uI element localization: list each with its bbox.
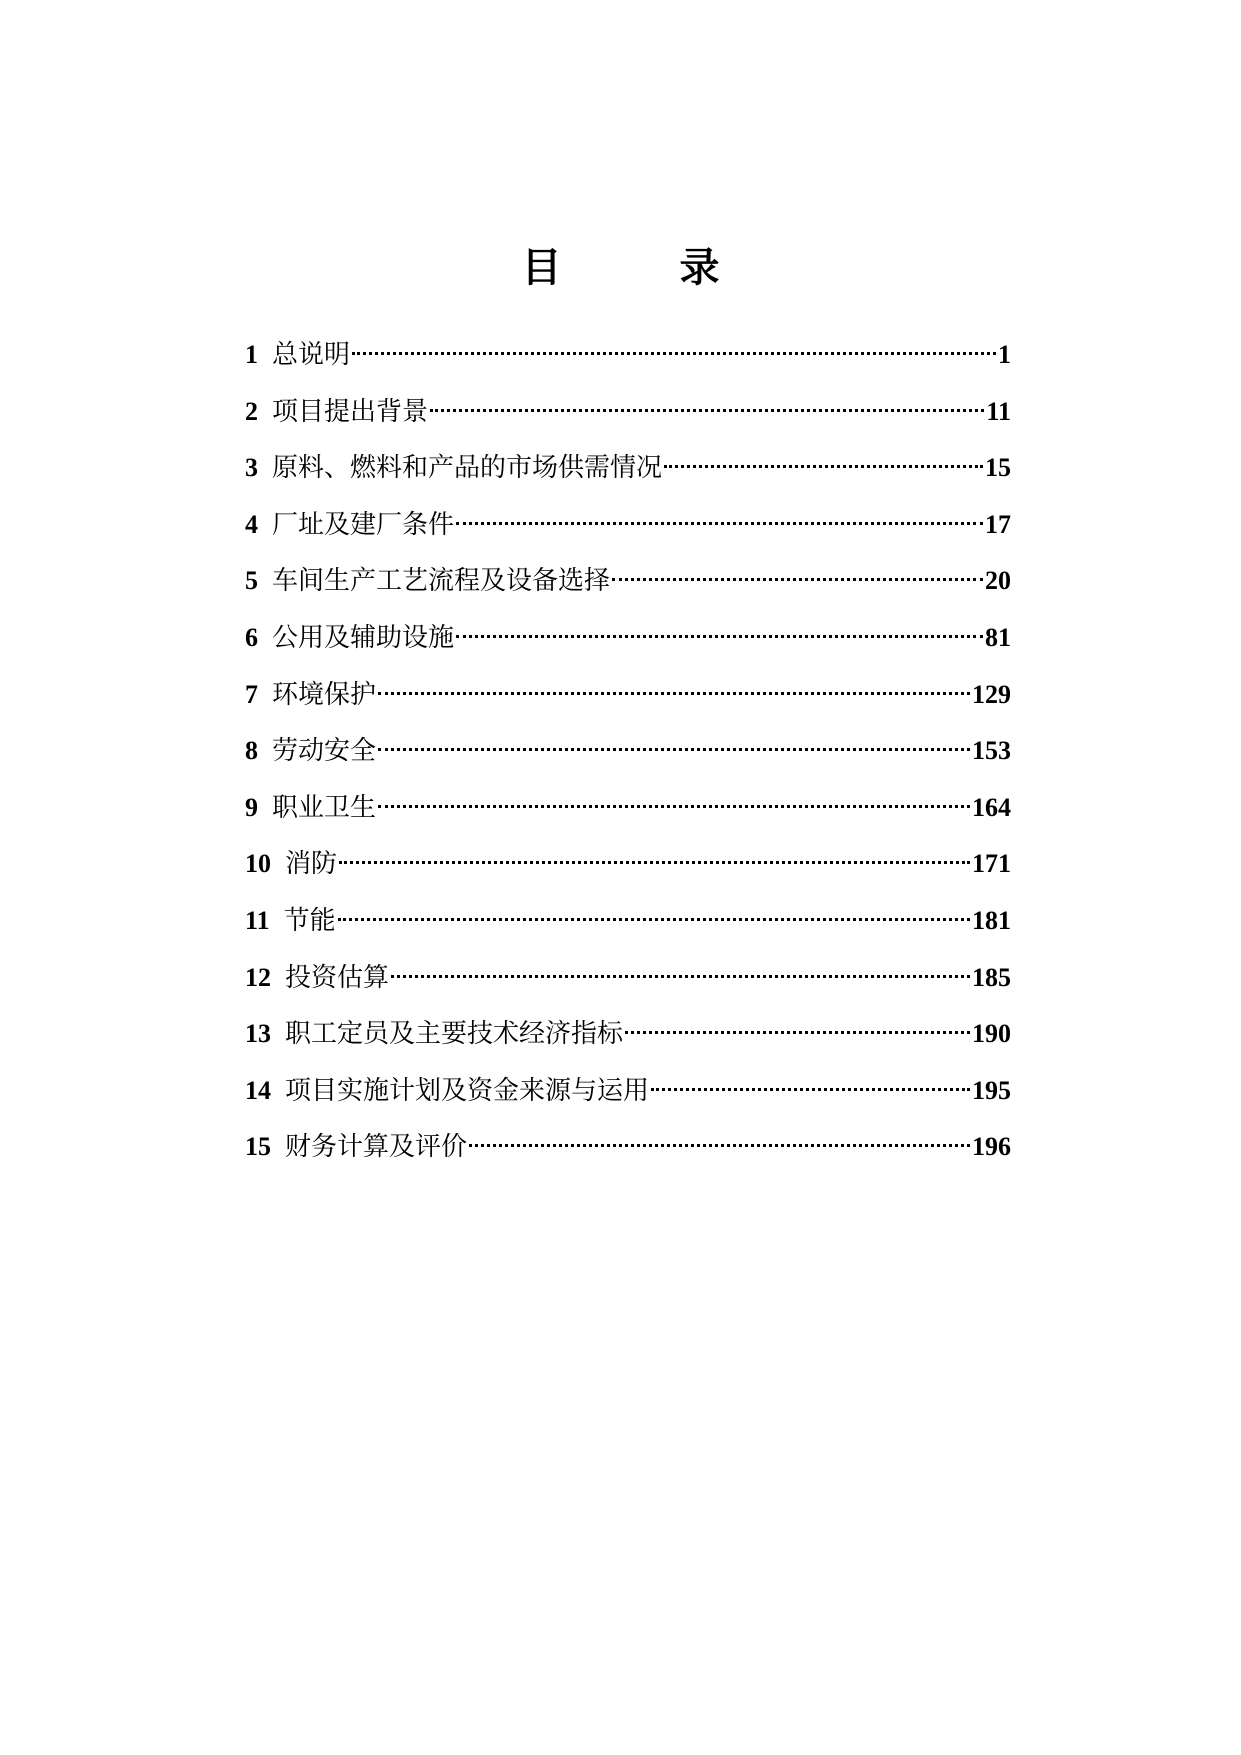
- toc-entry-page: 11: [986, 396, 1011, 426]
- toc-dot-leader: [391, 975, 970, 978]
- toc-entry-label: 职业卫生: [272, 792, 377, 823]
- toc-dot-leader: [456, 522, 983, 525]
- toc-dot-leader: [430, 409, 984, 412]
- toc-entry-page: 1: [998, 340, 1011, 369]
- toc-entry-number: 15: [245, 1132, 271, 1162]
- toc-entry[interactable]: [245, 788, 1011, 845]
- toc-entry-label: 环境保护: [272, 679, 377, 710]
- toc-entry[interactable]: [245, 618, 1011, 675]
- toc-entry-page: 185: [972, 962, 1011, 992]
- toc-entry-number: 10: [245, 849, 271, 879]
- toc-entry-label: 投资估算: [285, 962, 390, 993]
- toc-dot-leader: [456, 635, 983, 638]
- toc-entry-label: 节能: [283, 905, 336, 936]
- toc-dot-leader: [469, 1144, 970, 1147]
- toc-entry-label: 车间生产工艺流程及设备选择: [272, 566, 611, 597]
- toc-entry-page: 181: [972, 905, 1011, 935]
- toc-entry-number: 11: [245, 905, 270, 935]
- toc-entry[interactable]: [245, 844, 1011, 901]
- toc-entry-number: 12: [245, 962, 271, 992]
- toc-entry-page: 15: [985, 453, 1011, 483]
- toc-entry-label: 职工定员及主要技术经济指标: [285, 1019, 624, 1050]
- toc-entry-label: 财务计算及评价: [285, 1132, 468, 1163]
- toc-entry-number: 1: [245, 340, 258, 369]
- toc-entry-page: 195: [972, 1075, 1011, 1105]
- toc-entry-number: 14: [245, 1075, 271, 1105]
- toc-entry[interactable]: [245, 1127, 1011, 1184]
- toc-entry-page: 171: [972, 849, 1011, 879]
- toc-entry-number: 8: [245, 736, 258, 766]
- toc-entry-number: 9: [245, 792, 258, 822]
- toc-dot-leader: [378, 805, 970, 808]
- toc-entry-number: 7: [245, 679, 258, 709]
- toc-dot-leader: [625, 1031, 970, 1034]
- toc-entry-label: 项目提出背景: [272, 396, 429, 427]
- toc-entry[interactable]: [245, 675, 1011, 732]
- title-char-1: 目: [521, 244, 562, 291]
- toc-entry[interactable]: [245, 561, 1011, 618]
- toc-entry-number: 6: [245, 622, 258, 652]
- toc-entry-page: 20: [985, 566, 1011, 596]
- toc-entry-page: 196: [972, 1132, 1011, 1162]
- toc-entry-number: 2: [245, 396, 258, 426]
- toc-entry[interactable]: [245, 731, 1011, 788]
- toc-entry-page: 190: [972, 1019, 1011, 1049]
- toc-entry[interactable]: [245, 901, 1011, 958]
- toc-entry-label: 消防: [285, 849, 338, 880]
- toc-entry[interactable]: [245, 392, 1011, 449]
- toc-dot-leader: [352, 352, 996, 355]
- toc-entry[interactable]: [245, 505, 1011, 562]
- toc-dot-leader: [664, 465, 983, 468]
- toc-entry-label: 厂址及建厂条件: [272, 509, 455, 540]
- page-title: [0, 240, 1241, 296]
- toc-entry-page: 81: [985, 622, 1011, 652]
- toc-entry-page: 153: [972, 736, 1011, 766]
- toc-entry-label: 公用及辅助设施: [272, 622, 455, 653]
- toc-entry-page: 164: [972, 792, 1011, 822]
- toc-entry[interactable]: [245, 958, 1011, 1015]
- toc-entry-page: 17: [985, 509, 1011, 539]
- toc-dot-leader: [378, 748, 970, 751]
- toc-dot-leader: [612, 578, 983, 581]
- table-of-contents: [245, 335, 1011, 1184]
- toc-entry-number: 4: [245, 509, 258, 539]
- toc-dot-leader: [339, 861, 970, 864]
- toc-entry-page: 129: [972, 679, 1011, 709]
- toc-entry-number: 5: [245, 566, 258, 596]
- toc-entry[interactable]: [245, 1071, 1011, 1128]
- toc-entry-label: 劳动安全: [272, 736, 377, 767]
- toc-dot-leader: [378, 692, 970, 695]
- title-char-2: 录: [679, 244, 720, 291]
- toc-dot-leader: [651, 1088, 970, 1091]
- toc-entry-label: 原料、燃料和产品的市场供需情况: [272, 453, 663, 484]
- toc-entry-label: 总说明: [272, 340, 351, 370]
- toc-entry[interactable]: [245, 1014, 1011, 1071]
- toc-entry-number: 3: [245, 453, 258, 483]
- toc-entry[interactable]: [245, 335, 1011, 392]
- toc-entry[interactable]: [245, 448, 1011, 505]
- toc-entry-label: 项目实施计划及资金来源与运用: [285, 1075, 650, 1106]
- toc-entry-number: 13: [245, 1019, 271, 1049]
- toc-dot-leader: [338, 918, 970, 921]
